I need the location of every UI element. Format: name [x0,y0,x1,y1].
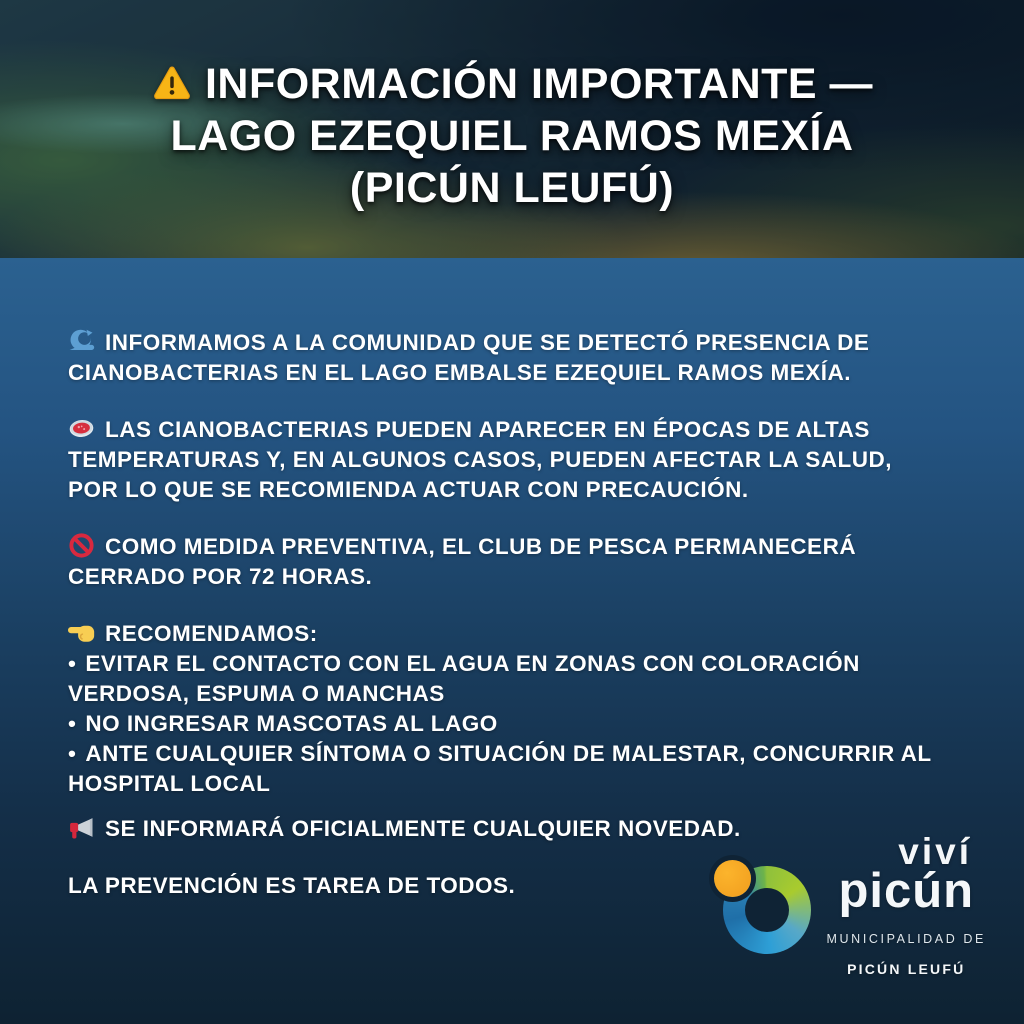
paragraph-closure [68,532,948,592]
logo-orange-dot [714,860,751,897]
paragraph-health [68,415,948,505]
list-item [68,649,948,709]
warning-triangle-icon [151,63,193,105]
title-text-3: (PICÚN LEUFÚ) [349,164,675,212]
paragraph-text: LAS CIANOBACTERIAS PUEDEN APARECER EN ÉPOCAS DE ALTAS TEMPERATURAS Y, EN ALGUNOS CASOS, PUEDEN AFECTAR LA SALUD, POR LO QUE SE RECOMIENDA ACTUAR CON PRECAUCIÓN. [68,417,893,502]
petri-dish-icon [68,415,95,442]
paragraph-text: SE INFORMARÁ OFICIALMENTE CUALQUIER NOVEDAD. [105,816,741,841]
logo-brand-bottom: picún [838,864,975,919]
water-wave-icon [68,328,95,355]
logo-subtitle-2: PICÚN LEUFÚ [847,961,966,977]
info-panel [0,258,1024,1024]
title-text-1: INFORMACIÓN IMPORTANTE — [204,60,874,108]
logo-swirl-icon [723,866,811,954]
paragraph-text: RECOMENDAMOS: [105,621,318,646]
bullet-marker: • [68,711,77,736]
paragraph-text: COMO MEDIDA PREVENTIVA, EL CLUB DE PESCA PERMANECERÁ CERRADO POR 72 HORAS. [68,534,857,589]
list-item [68,709,948,739]
list-item-text: NO INGRESAR MASCOTAS AL LAGO [85,711,498,736]
closing-slogan: LA PREVENCIÓN ES TAREA DE TODOS. [68,873,516,898]
list-item-text: EVITAR EL CONTACTO CON EL AGUA EN ZONAS CON COLORACIÓN VERDOSA, ESPUMA O MANCHAS [68,651,860,706]
title-text-2: LAGO EZEQUIEL RAMOS MEXÍA [170,112,854,160]
prohibited-icon [68,532,95,559]
list-item-text: ANTE CUALQUIER SÍNTOMA O SITUACIÓN DE MALESTAR, CONCURRIR AL HOSPITAL LOCAL [68,741,932,796]
paragraph-text: INFORMAMOS A LA COMUNIDAD QUE SE DETECTÓ PRESENCIA DE CIANOBACTERIAS EN EL LAGO EMBALSE EZEQUIEL RAMOS MEXÍA. [68,330,870,385]
recommendations-list [68,649,948,799]
lake-aerial-photo [0,0,1024,258]
pointing-hand-icon [68,619,95,646]
header-title [0,0,1024,258]
logo-brand-top: viví [898,830,972,872]
megaphone-icon [68,814,95,841]
paragraph-detection [68,328,948,388]
paragraph-recommendations-heading [68,619,948,649]
municipality-logo [723,830,986,984]
bullet-marker: • [68,741,77,766]
list-item [68,739,948,799]
logo-subtitle-1: MUNICIPALIDAD DE [826,932,986,946]
title-line-1 [151,58,873,110]
bullet-marker: • [68,651,77,676]
logo-wordmark [826,830,986,984]
